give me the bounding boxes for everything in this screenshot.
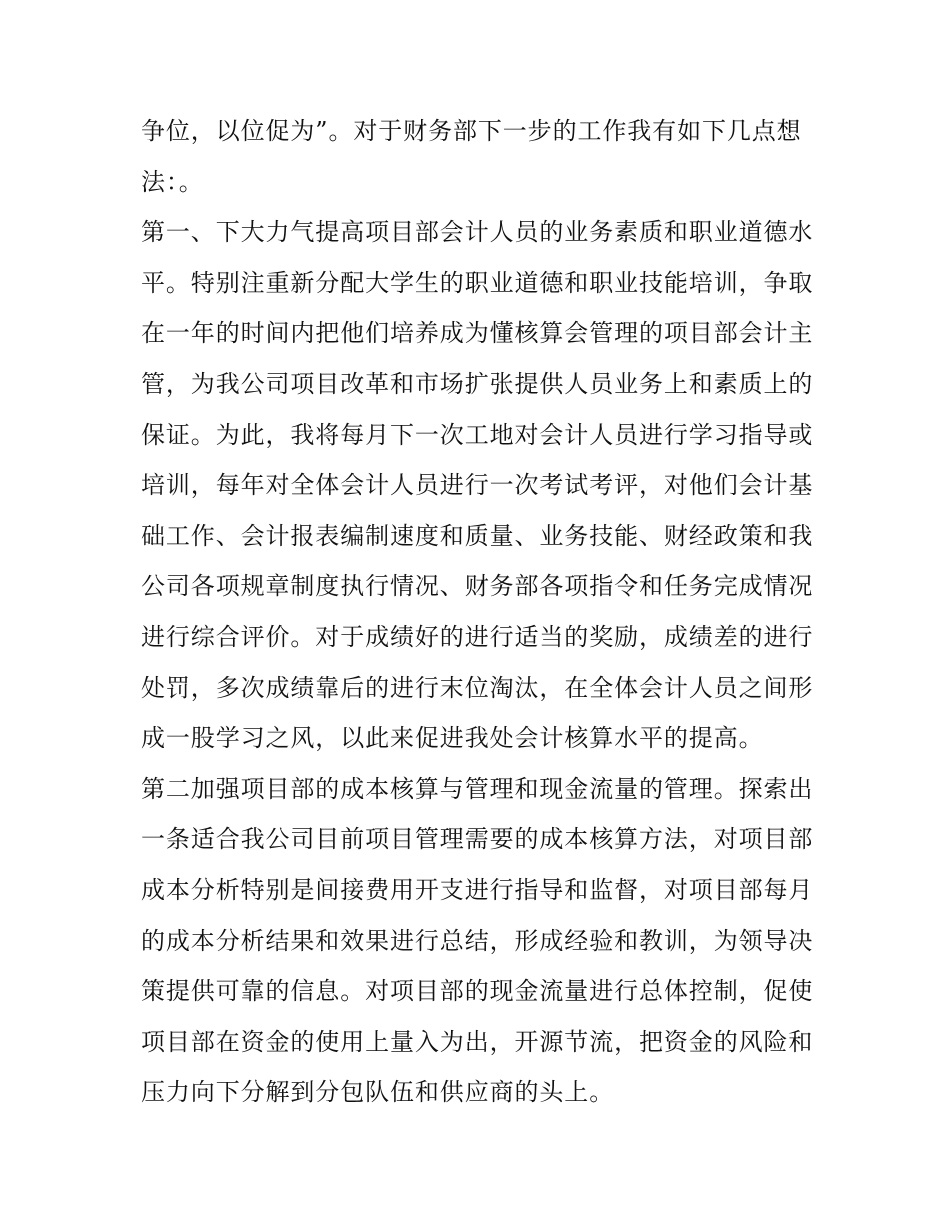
text-line: 平。特别注重新分配大学生的职业道德和职业技能培训，争取 [141, 268, 814, 297]
text-line: 培训，每年对全体会计人员进行一次考试考评，对他们会计基 [141, 471, 814, 500]
text-line: 成一股学习之风，以此来促进我处会计核算水平的提高。 [141, 724, 764, 753]
text-line: 处罚，多次成绩靠后的进行末位淘汰，在全体会计人员之间形 [141, 673, 814, 702]
text-line: 第二加强项目部的成本核算与管理和现金流量的管理。探索出 [141, 774, 814, 803]
text-line: 公司各项规章制度执行情况、财务部各项指令和任务完成情况 [141, 572, 814, 601]
text-line: 保证。为此，我将每月下一次工地对会计人员进行学习指导或 [141, 420, 814, 449]
document-body [141, 106, 821, 1118]
text-line: 础工作、会计报表编制速度和质量、业务技能、财经政策和我 [141, 521, 814, 550]
text-line: 的成本分析结果和效果进行总结，形成经验和教训，为领导决 [141, 926, 814, 955]
text-line: 在一年的时间内把他们培养成为懂核算会管理的项目部会计主 [141, 319, 814, 348]
text-line: 管，为我公司项目改革和市场扩张提供人员业务上和素质上的 [141, 369, 814, 398]
text-line: 策提供可靠的信息。对项目部的现金流量进行总体控制，促使 [141, 977, 814, 1006]
text-line: 法：。 [141, 167, 204, 196]
text-line: 成本分析特别是间接费用开支进行指导和监督，对项目部每月 [141, 875, 814, 904]
text-line: 第一、下大力气提高项目部会计人员的业务素质和职业道德水 [141, 218, 814, 247]
text-line: 进行综合评价。对于成绩好的进行适当的奖励，成绩差的进行 [141, 622, 814, 651]
text-line: 项目部在资金的使用上量入为出，开源节流，把资金的风险和 [141, 1027, 814, 1056]
text-line: 一条适合我公司目前项目管理需要的成本核算方法，对项目部 [141, 825, 814, 854]
text-line: 压力向下分解到分包队伍和供应商的头上。 [141, 1078, 615, 1107]
text-line: 争位，以位促为”。对于财务部下一步的工作我有如下几点想 [141, 117, 802, 145]
